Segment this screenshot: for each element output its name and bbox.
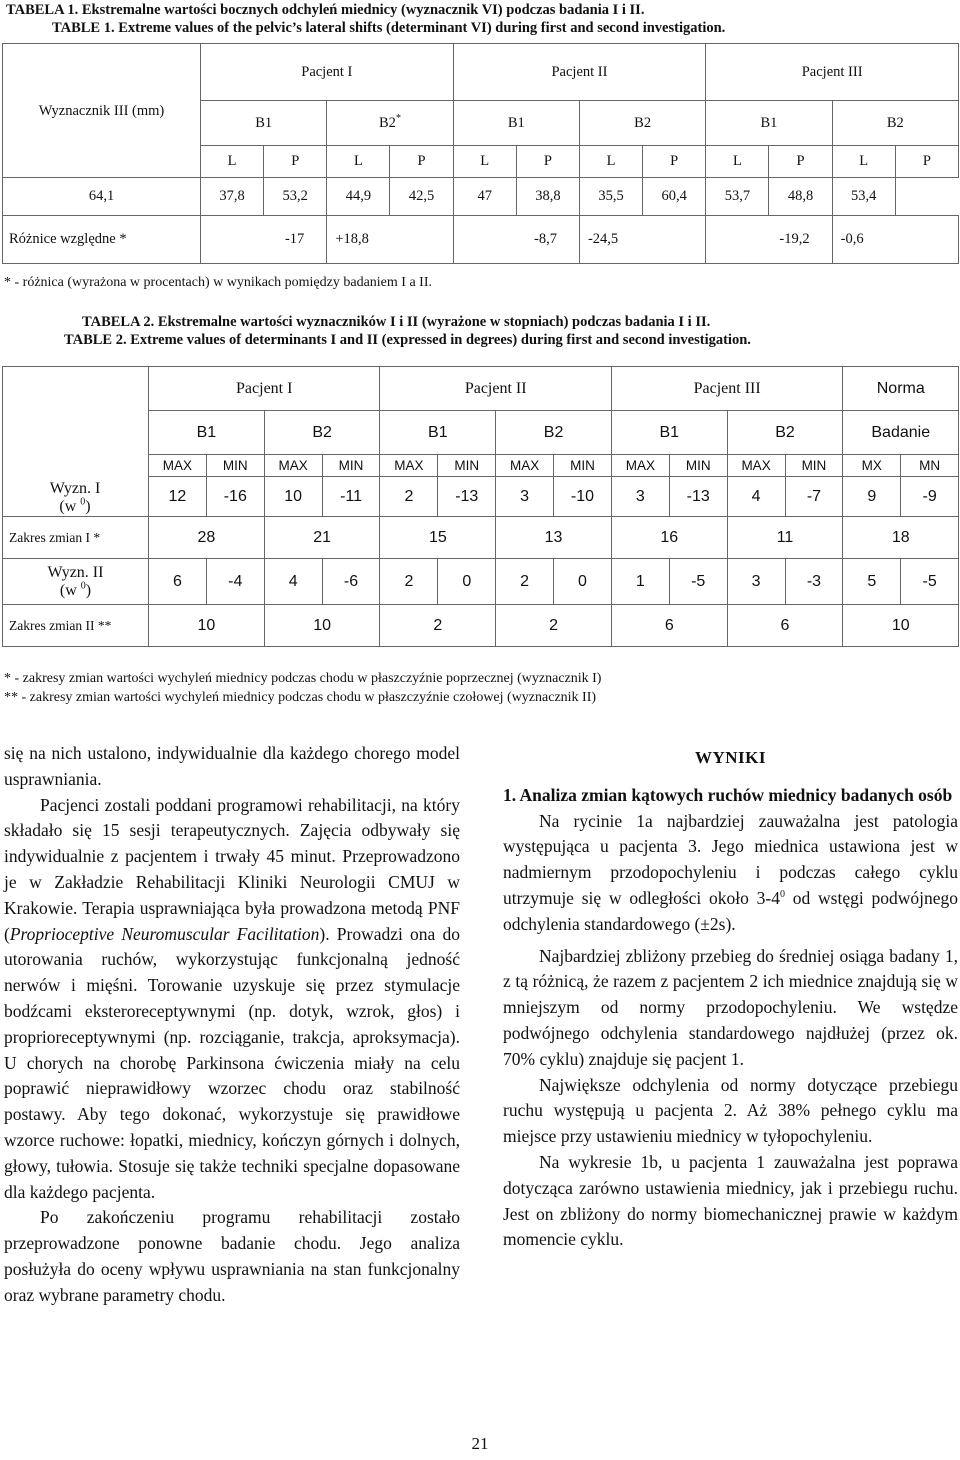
- paragraph-text: Pacjenci zostali poddani programowi rehabilitacji, na który składało się 15 sesji terapeutycznych. Zajęcia odbywały się indywidualnie z pacjentem i trwały 45 minut. Przeprowadzono je w Zakładzie Rehabilitacji Kliniki Neurologii CMUJ w Krakowie. Terapia usprawniająca była prowadzona metodą PNF (: [4, 794, 460, 944]
- minmax-cell: MIN: [438, 455, 496, 477]
- side-cell: P: [895, 146, 958, 178]
- det-value: 0: [438, 559, 496, 605]
- range-value: 2: [496, 605, 612, 647]
- table2-exam: B1: [380, 411, 496, 455]
- table1-patient-2: Pacjent II: [453, 44, 706, 101]
- value-cell: 44,9: [327, 178, 390, 216]
- value-cell: 47: [453, 178, 516, 216]
- paragraph-italic: Proprioceptive Neuromuscular Facilitation: [9, 923, 320, 944]
- det2-unit: [3, 582, 148, 600]
- table1-exam: B1: [706, 101, 832, 146]
- table1-exam: B2: [832, 101, 958, 146]
- left-column: [4, 741, 460, 1309]
- table-row: [3, 605, 959, 647]
- table2-patient: Pacjent II: [380, 367, 611, 411]
- side-cell: L: [453, 146, 516, 178]
- unit-open: (w: [59, 581, 77, 599]
- minmax-cell: MAX: [611, 455, 669, 477]
- side-cell: L: [201, 146, 264, 178]
- paragraph: Na wykresie 1b, u pacjenta 1 zauważalna jest poprawa dotycząca zarówno ustawienia miednicy, jak i przebiegu ruchu. Jest on zbliżony do normy biomechanicznej prawie w każdym momencie cyklu.: [503, 1151, 958, 1250]
- diff-cell: -24,5: [579, 216, 705, 264]
- minmax-cell: MIN: [669, 455, 727, 477]
- paragraph-sup: 0: [779, 889, 785, 901]
- det-value: -7: [785, 477, 843, 517]
- det1-label: Wyzn. I: [49, 480, 101, 497]
- minmax-cell: MN: [901, 455, 959, 477]
- det2-label: Wyzn. II: [47, 563, 104, 581]
- minmax-cell: MAX: [380, 455, 438, 477]
- diff-label: Różnice względne *: [3, 216, 201, 264]
- value-cell: 53,4: [832, 178, 895, 216]
- det-value: 6: [149, 559, 207, 605]
- table-row: [3, 559, 959, 605]
- table1-caption-pl: TABELA 1. Ekstremalne wartości bocznych odchyleń miednicy (wyznacznik VI) podczas badania I i II.: [6, 2, 645, 18]
- table2-patient: Norma: [843, 367, 959, 411]
- table2-exam: B2: [727, 411, 843, 455]
- minmax-cell: MAX: [727, 455, 785, 477]
- det-value: 4: [264, 559, 322, 605]
- det-value: -5: [901, 559, 959, 605]
- det-value: 9: [843, 477, 901, 517]
- value-cell: 35,5: [579, 178, 642, 216]
- det-value: -5: [669, 559, 727, 605]
- range1-label: Zakres zmian I *: [3, 517, 149, 559]
- minmax-cell: MIN: [554, 455, 612, 477]
- table-row: [3, 216, 959, 264]
- table1-row-header: [3, 44, 201, 178]
- range-value: 10: [149, 605, 265, 647]
- minmax-cell: MAX: [496, 455, 554, 477]
- det-value: -13: [669, 477, 727, 517]
- range-value: 28: [149, 517, 265, 559]
- table2-exam: B2: [264, 411, 380, 455]
- diff-cell: +18,8: [327, 216, 453, 264]
- side-cell: P: [390, 146, 453, 178]
- table2-exam: B1: [149, 411, 265, 455]
- paragraph: się na nich ustalono, indywidualnie dla każdego chorego model usprawniania.: [4, 743, 460, 789]
- value-cell: 48,8: [769, 178, 832, 216]
- det-value: -16: [206, 477, 264, 517]
- det-value: 12: [149, 477, 207, 517]
- minmax-cell: MAX: [264, 455, 322, 477]
- minmax-cell: MIN: [785, 455, 843, 477]
- paragraph: Największe odchylenia od normy dotyczące przebiegu ruchu występują u pacjenta 2. Aż 38% pełnego cyklu ma miejsce przy ustawieniu miednicy w tyłopochyleniu.: [503, 1074, 958, 1147]
- table1-exam: B2: [579, 101, 705, 146]
- table1-patient-1: Pacjent I: [201, 44, 454, 101]
- side-cell: L: [579, 146, 642, 178]
- value-cell: 37,8: [201, 178, 264, 216]
- right-column: [503, 745, 958, 1253]
- table-row: [3, 178, 959, 216]
- det-value: 0: [554, 559, 612, 605]
- det-value: 5: [843, 559, 901, 605]
- diff-cell: -8,7: [453, 216, 579, 264]
- table1: [2, 43, 959, 264]
- minmax-cell: MIN: [322, 455, 380, 477]
- value-cell: 38,8: [516, 178, 579, 216]
- diff-cell: -0,6: [832, 216, 958, 264]
- table2-patient: Pacjent III: [611, 367, 842, 411]
- range-value: 21: [264, 517, 380, 559]
- exam-mark: *: [395, 112, 401, 124]
- table2-caption-en: TABLE 2. Extreme values of determinants I and II (expressed in degrees) during first and second investigation.: [64, 332, 751, 348]
- exam-label: B2: [379, 114, 396, 131]
- range-value: 11: [727, 517, 843, 559]
- range-value: 2: [380, 605, 496, 647]
- paragraph-text: ). Prowadzi ona do utorowania ruchów, wykorzystując funkcjonalną jedność nerwów i mięśni. Torowanie uzyskuje się przez stymulacje bodźcami eksteroreceptywnymi (np. dotyk, wzrok, głos) i proprioreceptywnymi (np. rozciąganie, trakcja, aproksymacja). U chorych na chorobę Parkinsona ćwiczenia miały na celu poprawić nieprawidłowy wzorzec chodu oraz stabilność postawy. Aby tego dokonać, wykorzystuje się prawidłowe wzorce ruchowe: łopatki, miednicy, kończyn górnych i dolnych, głowy, tułowia. Stosuje się także techniki specjalne dopasowane dla każdego pacjenta.: [4, 923, 460, 1202]
- row-header-text: Wyznacznik III (mm): [38, 102, 165, 119]
- table2-caption-pl: TABELA 2. Ekstremalne wartości wyznaczników I i II (wyrażone w stopniach) podczas badania I i II.: [82, 314, 711, 330]
- range-value: 15: [380, 517, 496, 559]
- table2-footnote-1: * - zakresy zmian wartości wychyleń miednicy podczas chodu w płaszczyźnie poprzecznej (wyznacznik I): [4, 671, 602, 686]
- value-cell: 60,4: [643, 178, 706, 216]
- page-number: 21: [471, 1434, 489, 1453]
- table1-exam: [327, 101, 453, 146]
- det-value: 2: [380, 477, 438, 517]
- paragraph-text: Na rycinie 1a najbardziej zauważalna jest patologia występująca u pacjenta 3. Jego miednica ustawiona jest w nadmiernym przodopochyleniu i podczas całego cyklu utrzymuje się w odległości około 3-4: [503, 810, 958, 908]
- unit-close: ): [85, 581, 92, 599]
- det-value: -10: [554, 477, 612, 517]
- minmax-cell: MIN: [206, 455, 264, 477]
- det-value: 3: [727, 559, 785, 605]
- range-value: 16: [611, 517, 727, 559]
- side-cell: L: [327, 146, 390, 178]
- table2-footnote-2: ** - zakresy zmian wartości wychyleń miednicy podczas chodu w płaszczyźnie czołowej (wyznacznik II): [4, 690, 597, 705]
- table1-caption-en: TABLE 1. Extreme values of the pelvic’s lateral shifts (determinant VI) during first and second investigation.: [52, 20, 726, 36]
- det2-label-cell: [3, 559, 149, 605]
- range-value: 13: [496, 517, 612, 559]
- det-value: 10: [264, 477, 322, 517]
- det1-label-block: [2, 480, 148, 516]
- det-value: 1: [611, 559, 669, 605]
- det-value: 2: [496, 559, 554, 605]
- paragraph: [503, 809, 958, 938]
- section-heading: WYNIKI: [694, 748, 766, 767]
- table-row: [3, 517, 959, 559]
- table2-exam: B1: [611, 411, 727, 455]
- range2-label: Zakres zmian II **: [3, 605, 149, 647]
- table1-exam: B1: [201, 101, 327, 146]
- det-value: -13: [438, 477, 496, 517]
- unit-sup: 0: [80, 496, 86, 508]
- table2-exam: B2: [496, 411, 612, 455]
- unit-open: (w: [59, 498, 77, 515]
- range-value: 6: [727, 605, 843, 647]
- table2-patient: Pacjent I: [149, 367, 380, 411]
- range-value: 18: [843, 517, 959, 559]
- paragraph: Po zakończeniu programu rehabilitacji zostało przeprowadzone ponowne badanie chodu. Jego analiza posłużyła do oceny wpływu usprawniania na stan funkcjonalny oraz wybrane parametry chodu.: [4, 1207, 460, 1305]
- unit-sup: 0: [80, 580, 86, 592]
- det-value: -9: [901, 477, 959, 517]
- diff-cell: -17: [201, 216, 327, 264]
- table1-exam: B1: [453, 101, 579, 146]
- det-value: 4: [727, 477, 785, 517]
- unit-close: ): [85, 498, 91, 515]
- table1-footnote: * - różnica (wyrażona w procentach) w wynikach pomiędzy badaniem I a II.: [4, 275, 432, 290]
- range-value: 10: [264, 605, 380, 647]
- side-cell: L: [706, 146, 769, 178]
- det-value: 2: [380, 559, 438, 605]
- paragraph: Najbardziej zbliżony przebieg do średniej osiąga badany 1, z tą różnicą, że razem z pacjentem 2 ich miednice znajdują się w mniejszym od normy przodopochyleniu. We wstędze podwójnego odchylenia standardowego najdłużej (przez ok. 70% cyklu) znajduje się pacjent 1.: [503, 945, 958, 1069]
- det-value: 3: [496, 477, 554, 517]
- diff-cell: -19,2: [706, 216, 832, 264]
- paragraph: [4, 793, 460, 1206]
- table1-patient-3: Pacjent III: [706, 44, 959, 101]
- det-value: 3: [611, 477, 669, 517]
- det-value: -6: [322, 559, 380, 605]
- table2-exam: Badanie: [843, 411, 959, 455]
- minmax-cell: MAX: [149, 455, 207, 477]
- side-cell: P: [643, 146, 706, 178]
- det-value: -11: [322, 477, 380, 517]
- minmax-cell: MX: [843, 455, 901, 477]
- paragraph-text: od wstęgi podwójnego odchylenia standardowego (±2s).: [503, 887, 958, 934]
- value-cell: 64,1: [3, 178, 201, 216]
- side-cell: L: [832, 146, 895, 178]
- side-cell: P: [769, 146, 832, 178]
- det1-unit: [2, 498, 148, 516]
- value-cell: 53,2: [264, 178, 327, 216]
- det-value: -3: [785, 559, 843, 605]
- range-value: 10: [843, 605, 959, 647]
- det-value: -4: [206, 559, 264, 605]
- side-cell: P: [264, 146, 327, 178]
- side-cell: P: [516, 146, 579, 178]
- range-value: 6: [611, 605, 727, 647]
- subsection-heading: 1. Analiza zmian kątowych ruchów miednicy badanych osób: [503, 784, 953, 805]
- value-cell: 42,5: [390, 178, 453, 216]
- value-cell: 53,7: [706, 178, 769, 216]
